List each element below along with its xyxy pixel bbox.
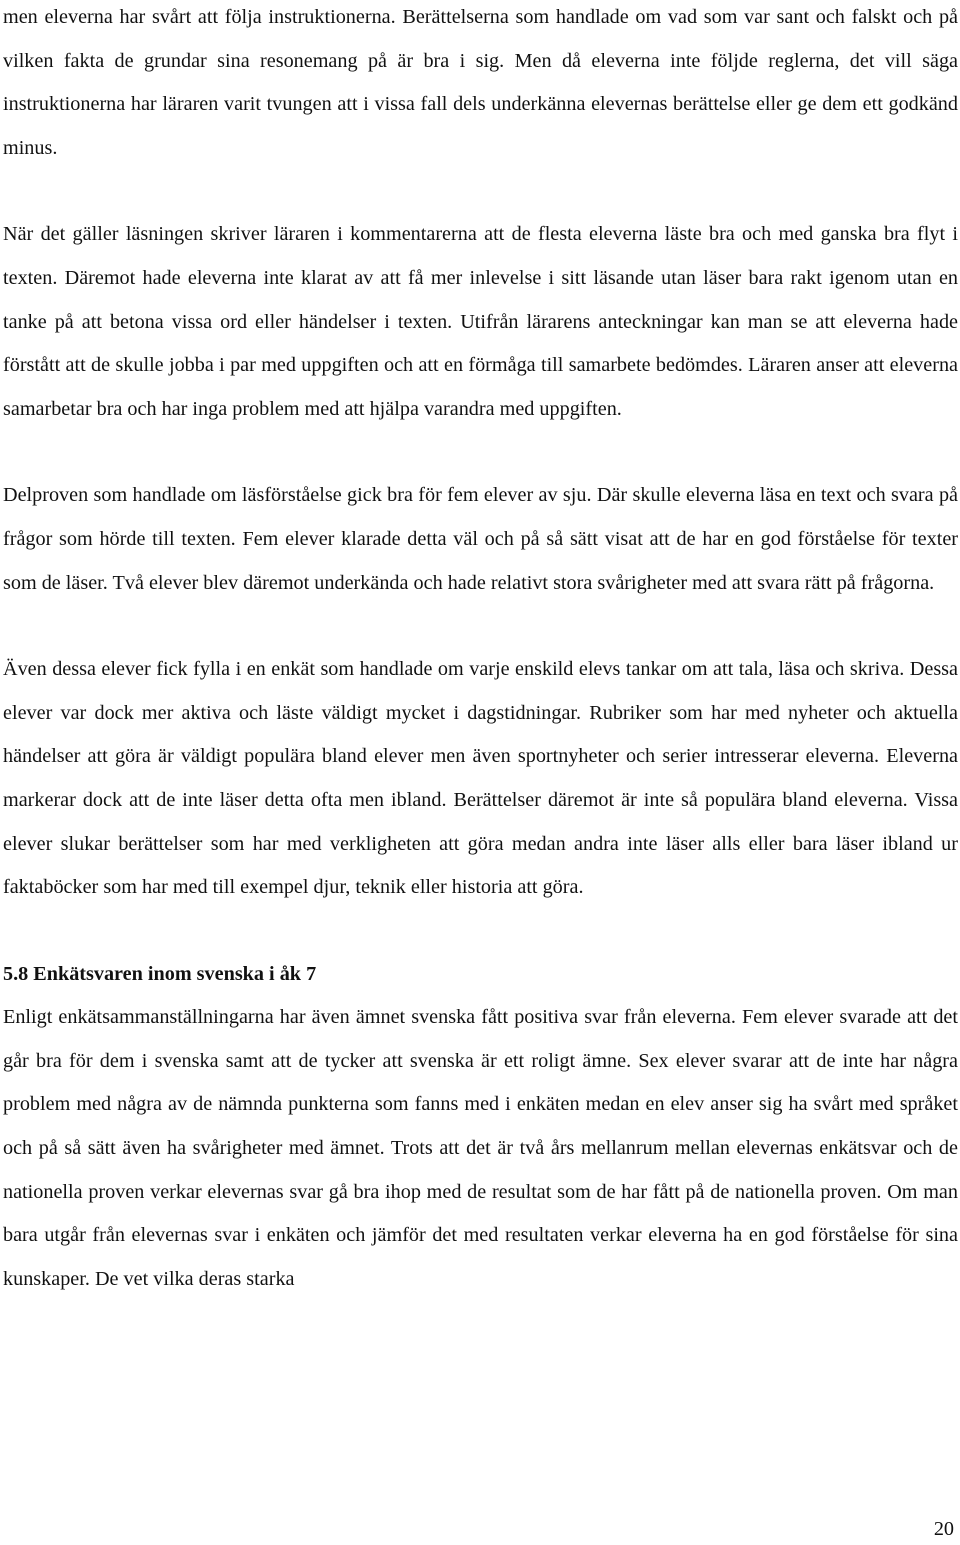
paragraph-survey: Även dessa elever fick fylla i en enkät som handlade om varje enskild elevs tankar om att tala, läsa och skriva. Dessa elever var dock mer aktiva och läste väldigt mycket i dagstidningar. Rubriker som har med nyheter och aktuella händelser att göra är väldigt populära bland elever men även sportnyheter och serier intresserar eleverna. Eleverna markerar dock att de inte läser detta ofta men ibland. Berättelser däremot är inte så populära bland eleverna. Vissa elever slukar berättelser som har med verkligheten att göra medan andra inte läser alls eller bara läser ibland ur faktaböcker som har med till exempel djur, teknik eller historia att göra. [3,658,958,899]
paragraph-spacer [3,605,958,648]
paragraph-spacer [3,431,958,474]
page-number: 20 [933,1518,954,1540]
paragraph-spacer [3,170,958,213]
paragraph-section-body: Enligt enkätsammanställningarna har även ämnet svenska fått positiva svar från eleverna. Fem elever svarade att det går bra för dem i svenska samt att de tycker att svenska är ett roligt ämne. Sex elever svarar att de inte har några problem med några av de nämnda punkterna som fanns med i enkäten medan en elev anser sig ha svårt med språket och på så sätt även ha svårigheter med ämnet. Trots att det är två års mellanrum mellan elevernas enkätsvar och de nationella proven verkar elevernas svar gå bra ihop med de resultat som de har fått på de nationella proven. Om man bara utgår från elevernas svar i enkäten och jämför det med resultaten verkar eleverna ha en god förståelse för sina kunskaper. De vet vilka deras starka [3,1006,958,1290]
paragraph-reading-comments: När det gäller läsningen skriver läraren i kommentarerna att de flesta eleverna läste bra och med ganska bra flyt i texten. Däremot hade eleverna inte klarat av att få mer inlevelse i sitt läsande utan läser bara rakt igenom utan en tanke på att betona vissa ord eller händelser i texten. Utifrån lärarens anteckningar kan man se att eleverna hade förstått att de skulle jobba i par med uppgiften och att en förmåga till samarbete bedömdes. Läraren anser att eleverna samarbetar bra och har inga problem med att hjälpa varandra med uppgiften. [3,223,958,420]
paragraph-continued: men eleverna har svårt att följa instruktionerna. Berättelserna som handlade om vad som var sant och falskt och på vilken fakta de grundar sina resonemang på är bra i sig. Men då eleverna inte följde reglerna, det vill säga instruktionerna har läraren varit tvungen att i vissa fall dels underkänna elevernas berättelse eller ge dem ett godkänd minus. [3,6,958,159]
paragraph-reading-comprehension: Delproven som handlade om läsförståelse gick bra för fem elever av sju. Där skulle eleverna läsa en text och svara på frågor som hörde till texten. Fem elever klarade detta väl och på så sätt visat att de har en god förståelse för texter som de läser. Två elever blev däremot underkända och hade relativt stora svårigheter med att svara rätt på frågorna. [3,484,958,594]
paragraph-spacer [3,910,958,953]
section-heading: 5.8 Enkätsvaren inom svenska i åk 7 [3,962,317,985]
